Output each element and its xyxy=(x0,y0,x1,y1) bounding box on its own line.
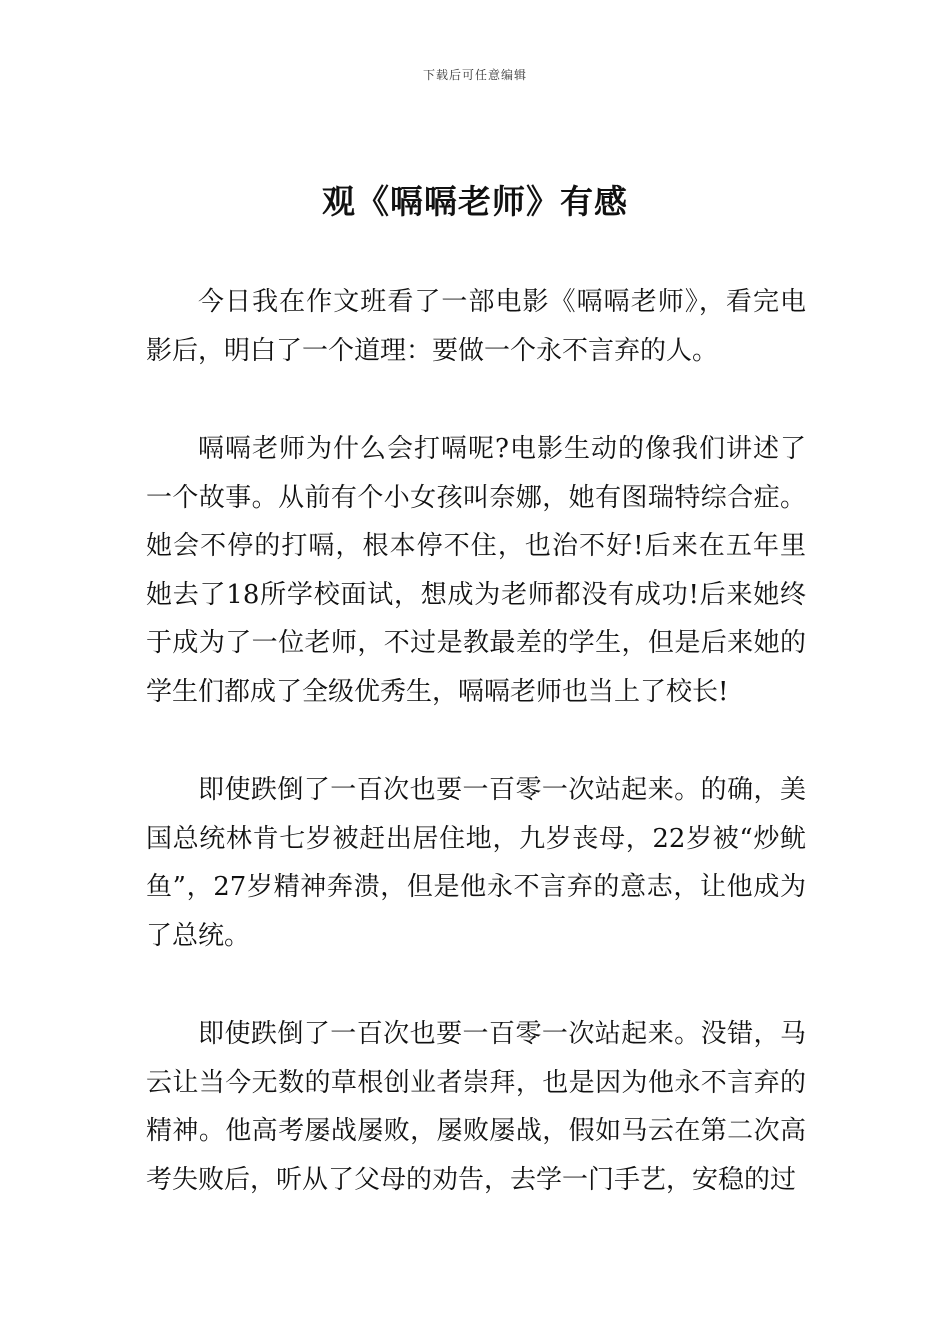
header-note: 下载后可任意编辑 xyxy=(422,68,527,82)
paragraph-2: 嗝嗝老师为什么会打嗝呢?电影生动的像我们讲述了一个故事。从前有个小女孩叫奈娜，她有图瑞特综合症。她会不停的打嗝，根本停不住，也治不好!后来在五年里她去了18所学校面试，想成为老师都没有成功!后来她终于成为了一位老师，不过是教最差的学生，但是后来她的学生们都成了全级优秀生，嗝嗝老师也当上了校长! xyxy=(146,434,806,707)
paragraph-1: 今日我在作文班看了一部电影《嗝嗝老师》，看完电影后，明白了一个道理：要做一个永不言弃的人。 xyxy=(146,287,806,366)
paragraph-4: 即使跌倒了一百次也要一百零一次站起来。没错，马云让当今无数的草根创业者崇拜，也是因为他永不言弃的精神。他高考屡战屡败，屡败屡战，假如马云在第二次高考失败后，听从了父母的劝告，去学一门手艺，安稳的过 xyxy=(146,1019,806,1195)
page-title: 观《嗝嗝老师》有感 xyxy=(322,182,628,221)
article-body xyxy=(146,278,806,1254)
paragraph-3: 即使跌倒了一百次也要一百零一次站起来。的确，美国总统林肯七岁被赶出居住地，九岁丧母，22岁被“炒鱿鱼”，27岁精神奔溃，但是他永不言弃的意志，让他成为了总统。 xyxy=(146,775,806,951)
